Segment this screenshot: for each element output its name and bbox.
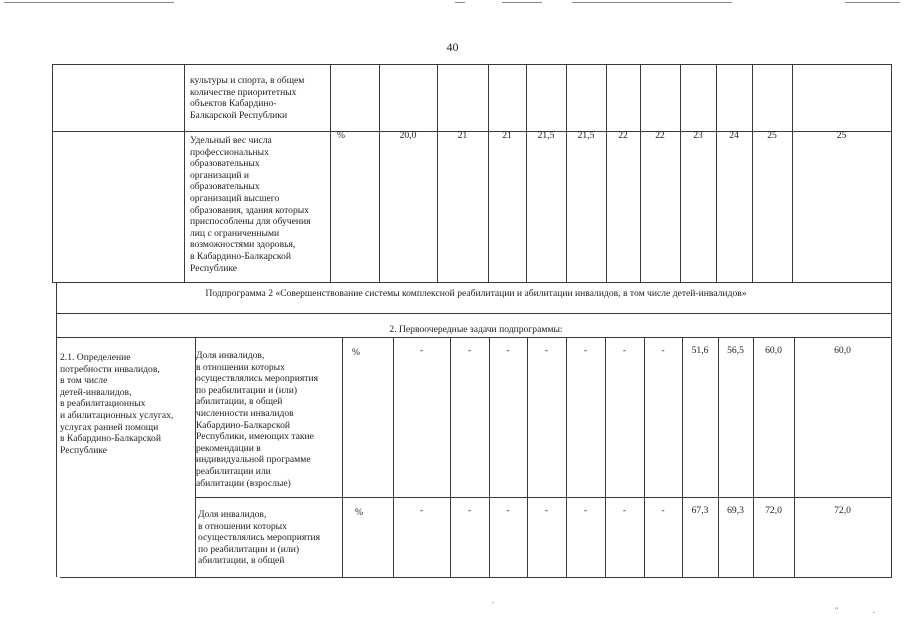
table-rule bbox=[52, 64, 53, 283]
second-row-value-11: 25 bbox=[836, 130, 847, 141]
second-row-value-3: 21 bbox=[502, 130, 512, 141]
table-rule bbox=[605, 337, 606, 577]
table-rule bbox=[718, 337, 719, 577]
last-row-value-9: 69,3 bbox=[727, 505, 744, 516]
table-rule bbox=[640, 64, 641, 283]
table-rule bbox=[566, 64, 567, 283]
last-row-value-1: - bbox=[419, 505, 424, 516]
scan-artifact bbox=[4, 2, 174, 3]
table-rule bbox=[450, 337, 451, 577]
table-rule bbox=[682, 337, 683, 577]
table-rule bbox=[489, 337, 490, 577]
last-row-value-7: - bbox=[661, 505, 665, 516]
second-row-value-8: 23 bbox=[693, 130, 703, 141]
unit-cell: % bbox=[352, 347, 360, 358]
indicator-cell: культуры и спорта, в общем количестве приоритетных объектов Кабардино- Балкарской Республики bbox=[190, 75, 305, 121]
second-row-value-10: 25 bbox=[767, 130, 777, 141]
unit-cell: % bbox=[355, 507, 363, 518]
subprogram-title: Подпрограмма 2 «Совершенствование системы комплексной реабилитации и абилитации инвалидов, в том числе детей-инвалидов» bbox=[205, 288, 747, 299]
task-row-value-8: 51,6 bbox=[691, 345, 709, 356]
task-row-value-2: - bbox=[467, 345, 472, 356]
table-rule bbox=[56, 337, 892, 338]
table-rule bbox=[792, 64, 793, 283]
table-rule bbox=[752, 64, 753, 283]
table-rule bbox=[184, 64, 185, 283]
table-rule bbox=[526, 64, 527, 283]
last-row-value-3: - bbox=[506, 505, 510, 516]
second-row-value-2: 21 bbox=[457, 130, 468, 141]
indicator-cell: Доля инвалидов, в отношении которых осуществлялись мероприятия по реабилитации и (или) абилитации, в общей численности инвалидов Кабардино-Балкарской Республики, имеющих такие рекомендации в индивидуальной программе реабилитации или абилитации (взрослые) bbox=[196, 350, 318, 489]
task-row-value-6: - bbox=[622, 345, 627, 356]
scan-speck: . bbox=[873, 606, 875, 615]
task-row-value-7: - bbox=[661, 345, 665, 356]
table-rule bbox=[753, 337, 754, 577]
last-row-value-11: 72,0 bbox=[834, 505, 851, 516]
task-row-value-11: 60,0 bbox=[834, 345, 851, 356]
second-row-value-7: 22 bbox=[655, 130, 665, 141]
scan-artifact bbox=[572, 2, 732, 3]
table-rule bbox=[379, 64, 380, 283]
last-row-value-6: - bbox=[622, 505, 627, 516]
table-rule bbox=[437, 64, 438, 283]
task-cell: 2.1. Определение потребности инвалидов, в том числе детей-инвалидов, в реабилитационных и абилитационных услугах, услугах ранней помощи в Кабардино-Балкарской Республике bbox=[60, 352, 174, 456]
task-row-value-10: 60,0 bbox=[765, 345, 782, 356]
second-row-value-4: 21,5 bbox=[537, 130, 555, 141]
table-rule bbox=[56, 313, 892, 314]
unit-cell: % bbox=[337, 130, 345, 141]
tasks-title: 2. Первоочередные задачи подпрограммы: bbox=[389, 324, 563, 335]
scan-speck: " bbox=[835, 606, 839, 615]
indicator-cell: Удельный вес числа профессиональных образовательных организаций и образовательных организаций высшего образования, здания которых приспособлены для обучения лиц с ограниченными возможностями здоровья, в Кабардино-Балкарской Республике bbox=[190, 135, 311, 274]
scan-artifact bbox=[502, 2, 542, 3]
table-rule bbox=[52, 282, 892, 283]
table-rule bbox=[644, 337, 645, 577]
task-row-value-5: - bbox=[583, 345, 588, 356]
table-rule bbox=[891, 64, 892, 577]
table-rule bbox=[527, 337, 528, 577]
last-row-value-2: - bbox=[467, 505, 472, 516]
table-rule bbox=[716, 64, 717, 283]
task-row-value-9: 56,5 bbox=[727, 345, 744, 356]
task-row-value-1: - bbox=[419, 345, 424, 356]
second-row-value-6: 22 bbox=[618, 130, 628, 141]
table-rule bbox=[606, 64, 607, 283]
indicator-cell: Доля инвалидов, в отношении которых осуществлялись мероприятия по реабилитации и (или) абилитации, в общей bbox=[198, 509, 320, 567]
table-rule bbox=[330, 64, 331, 283]
table-rule bbox=[393, 337, 394, 577]
scan-speck: . bbox=[492, 596, 494, 605]
last-row-value-4: - bbox=[544, 505, 549, 516]
second-row-value-5: 21,5 bbox=[577, 130, 595, 141]
task-row-value-3: - bbox=[506, 345, 510, 356]
table-rule bbox=[794, 337, 795, 577]
table-rule bbox=[680, 64, 681, 283]
table-rule bbox=[488, 64, 489, 283]
page-number: 40 bbox=[446, 40, 459, 54]
table-rule bbox=[566, 337, 567, 577]
last-row-value-5: - bbox=[583, 505, 588, 516]
table-rule bbox=[56, 282, 57, 577]
table-rule bbox=[195, 497, 892, 498]
scan-artifact bbox=[455, 2, 465, 3]
task-row-value-4: - bbox=[544, 345, 549, 356]
second-row-value-9: 24 bbox=[729, 130, 739, 141]
last-row-value-10: 72,0 bbox=[765, 505, 782, 516]
table-rule bbox=[60, 577, 892, 578]
table-rule bbox=[52, 64, 892, 65]
last-row-value-8: 67,3 bbox=[691, 505, 709, 516]
second-row-value-1: 20,0 bbox=[399, 130, 417, 141]
scan-artifact bbox=[845, 2, 900, 3]
